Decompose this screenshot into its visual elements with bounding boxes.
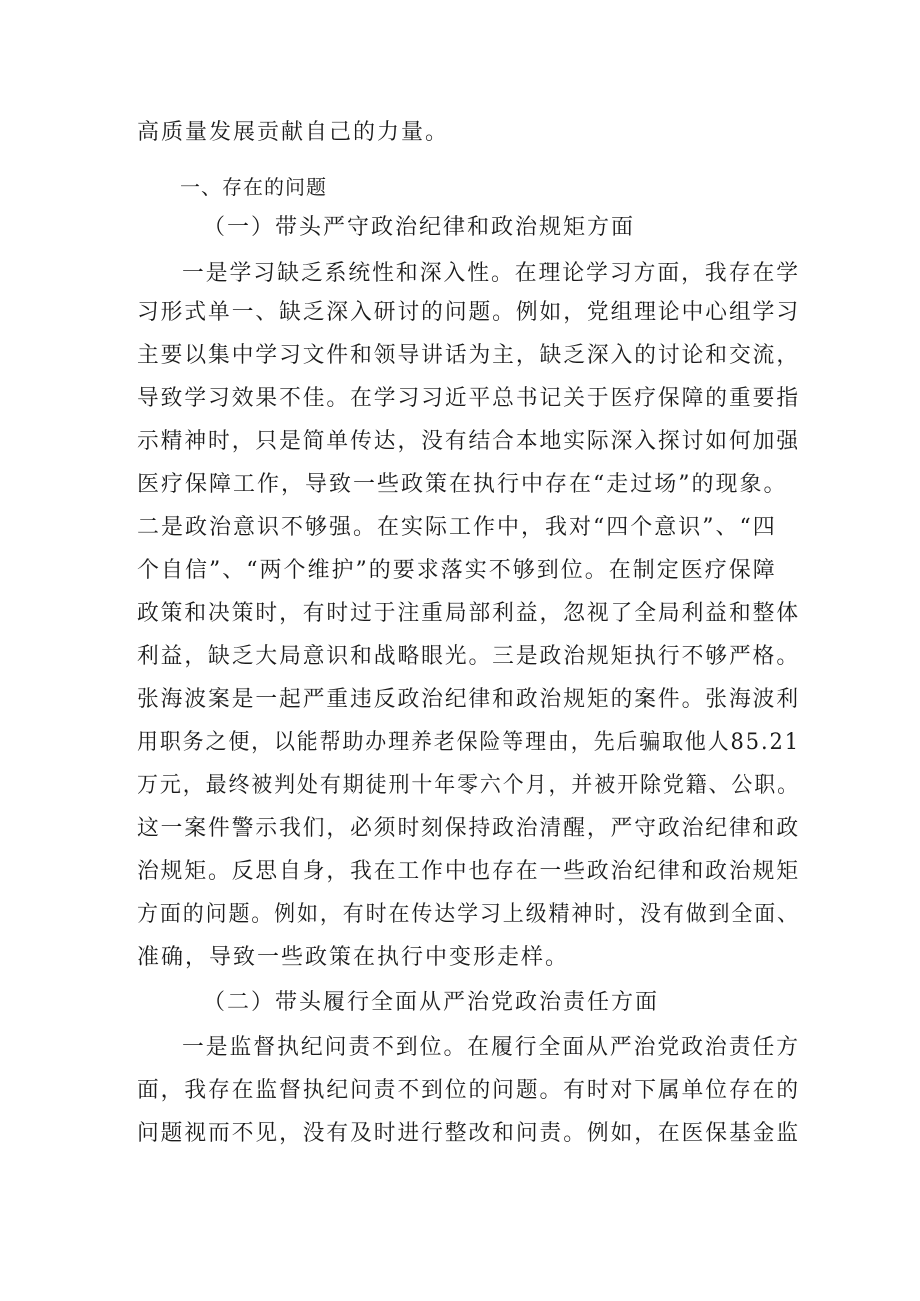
text-line: 一是学习缺乏系统性和深入性。在理论学习方面，我存在学 — [182, 261, 801, 286]
text-line: 示精神时，只是简单传达，没有结合本地实际深入探讨如何加强 — [137, 429, 801, 454]
subsection-heading: （二）带头履行全面从严治党政治责任方面 — [203, 990, 660, 1015]
section-heading: 一、存在的问题 — [180, 175, 327, 199]
text-line: 问题视而不见，没有及时进行整改和问责。例如，在医保基金监 — [137, 1121, 801, 1146]
text-line: 医疗保障工作，导致一些政策在执行中存在“走过场”的现象。 — [137, 472, 788, 497]
text-line: 面，我存在监督执纪问责不到位的问题。有时对下属单位存在的 — [137, 1078, 801, 1103]
text-line: 主要以集中学习文件和领导讲话为主，缺乏深入的讨论和交流， — [137, 343, 801, 368]
text-line: 用职务之便，以能帮助办理养老保险等理由，先后骗取他人85.21 — [137, 730, 800, 755]
text-line: 习形式单一、缺乏深入研讨的问题。例如，党组理论中心组学习 — [137, 300, 801, 325]
text-line: 治规矩。反思自身，我在工作中也存在一些政治纪律和政治规矩 — [137, 859, 801, 884]
text-line: 方面的问题。例如，有时在传达学习上级精神时，没有做到全面、 — [137, 902, 801, 927]
text-line: 准确，导致一些政策在执行中变形走样。 — [137, 945, 570, 970]
text-line: 张海波案是一起严重违反政治纪律和政治规矩的案件。张海波利 — [137, 687, 801, 712]
text-line: 导致学习效果不佳。在学习习近平总书记关于医疗保障的重要指 — [137, 386, 801, 411]
text-line: 个自信”、“两个维护”的要求落实不够到位。在制定医疗保障 — [137, 558, 777, 583]
text-line: 这一案件警示我们，必须时刻保持政治清醒，严守政治纪律和政 — [137, 816, 801, 841]
text-line: 高质量发展贡献自己的力量。 — [137, 120, 450, 145]
text-line: 利益，缺乏大局意识和战略眼光。三是政治规矩执行不够严格。 — [137, 644, 801, 669]
text-line: 二是政治意识不够强。在实际工作中，我对“四个意识”、“四 — [137, 515, 777, 540]
text-line: 万元，最终被判处有期徒刑十年零六个月，并被开除党籍、公职。 — [137, 773, 801, 798]
text-line: 政策和决策时，有时过于注重局部利益，忽视了全局利益和整体 — [137, 601, 801, 626]
subsection-heading: （一）带头严守政治纪律和政治规矩方面 — [203, 215, 636, 240]
text-line: 一是监督执纪问责不到位。在履行全面从严治党政治责任方 — [182, 1035, 801, 1060]
